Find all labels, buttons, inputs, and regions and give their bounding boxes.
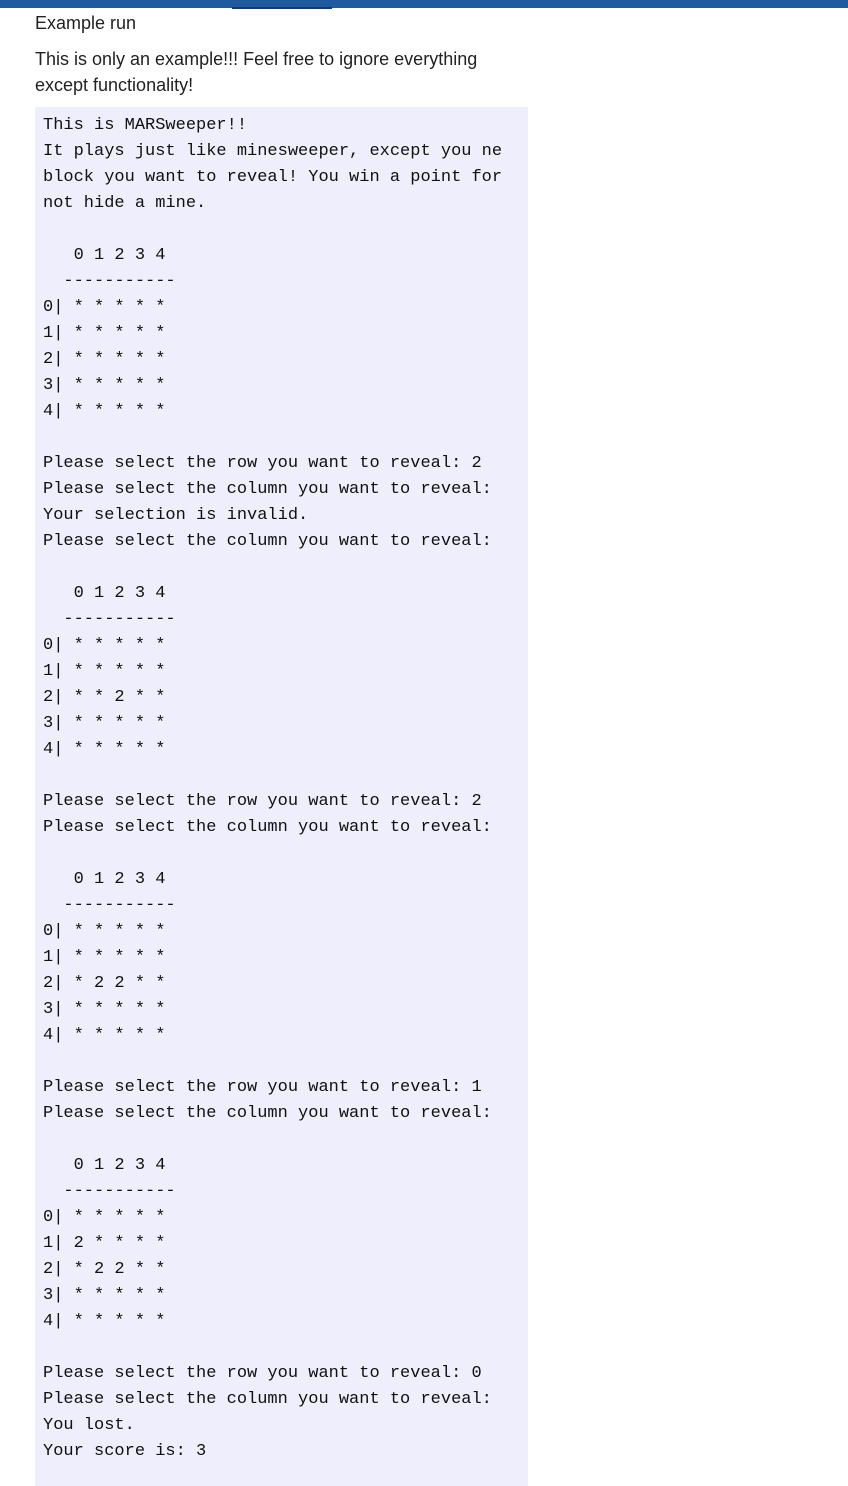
console-output-panel xyxy=(35,107,528,1486)
console-line: 1| 2 * * * * xyxy=(43,1234,166,1253)
console-line: ----------- xyxy=(43,272,176,291)
console-line: Please select the row you want to reveal: 2 xyxy=(43,454,482,473)
console-line: 2| * 2 2 * * xyxy=(43,1260,166,1279)
console-line: Please select the row you want to reveal: 1 xyxy=(43,1078,482,1097)
console-line xyxy=(43,555,502,581)
console-line: 2| * 2 2 * * xyxy=(43,974,166,993)
console-line: 4| * * * * * xyxy=(43,1026,166,1045)
console-line: ----------- xyxy=(43,1182,176,1201)
console-line: 3| * * * * * xyxy=(43,1286,166,1305)
console-line: Your score is: 3 xyxy=(43,1442,207,1461)
console-line: 0| * * * * * xyxy=(43,636,166,655)
console-line: 1| * * * * * xyxy=(43,662,166,681)
console-line: Your selection is invalid. xyxy=(43,506,309,525)
console-line: Please select the column you want to reveal: xyxy=(43,1390,492,1409)
console-line: Please select the column you want to reveal: xyxy=(43,818,492,837)
console-line: ----------- xyxy=(43,610,176,629)
console-line: 4| * * * * * xyxy=(43,1312,166,1331)
console-line: Please select the row you want to reveal: 0 xyxy=(43,1364,482,1383)
console-line: It plays just like minesweeper, except you ne xyxy=(43,142,503,161)
active-tab-indicator xyxy=(232,7,332,9)
intro-paragraph: This is only an example!!! Feel free to ignore everything except functionality! xyxy=(35,49,478,95)
console-output xyxy=(43,113,502,1465)
console-line: 2| * * * * * xyxy=(43,350,166,369)
console-line: block you want to reveal! You win a point for xyxy=(43,168,503,187)
console-line xyxy=(43,425,502,451)
console-line xyxy=(43,763,502,789)
section-heading: Example run xyxy=(35,13,137,33)
console-line: 4| * * * * * xyxy=(43,740,166,759)
console-line xyxy=(43,841,502,867)
console-line: 4| * * * * * xyxy=(43,402,166,421)
console-line: 0| * * * * * xyxy=(43,922,166,941)
console-line: 0 1 2 3 4 xyxy=(43,870,166,889)
console-line: not hide a mine. xyxy=(43,194,207,213)
console-line: 1| * * * * * xyxy=(43,324,166,343)
console-line: 3| * * * * * xyxy=(43,714,166,733)
console-line: Please select the column you want to reveal: xyxy=(43,1104,492,1123)
console-line xyxy=(43,1335,502,1361)
console-line: Please select the row you want to reveal: 2 xyxy=(43,792,482,811)
console-line: This is MARSweeper!! xyxy=(43,116,248,135)
console-line: 0 1 2 3 4 xyxy=(43,246,166,265)
console-line xyxy=(43,1049,502,1075)
console-line: 0 1 2 3 4 xyxy=(43,1156,166,1175)
console-line: 2| * * 2 * * xyxy=(43,688,166,707)
console-line xyxy=(43,1127,502,1153)
console-line: 0| * * * * * xyxy=(43,1208,166,1227)
console-line: You lost. xyxy=(43,1416,135,1435)
console-line: ----------- xyxy=(43,896,176,915)
top-bar xyxy=(0,0,848,8)
console-line: Please select the column you want to reveal: xyxy=(43,480,492,499)
console-line: 0 1 2 3 4 xyxy=(43,584,166,603)
console-line: 3| * * * * * xyxy=(43,1000,166,1019)
console-line: 3| * * * * * xyxy=(43,376,166,395)
console-line: 0| * * * * * xyxy=(43,298,166,317)
console-line: Please select the column you want to reveal: xyxy=(43,532,492,551)
console-line: 1| * * * * * xyxy=(43,948,166,967)
console-line xyxy=(43,217,502,243)
